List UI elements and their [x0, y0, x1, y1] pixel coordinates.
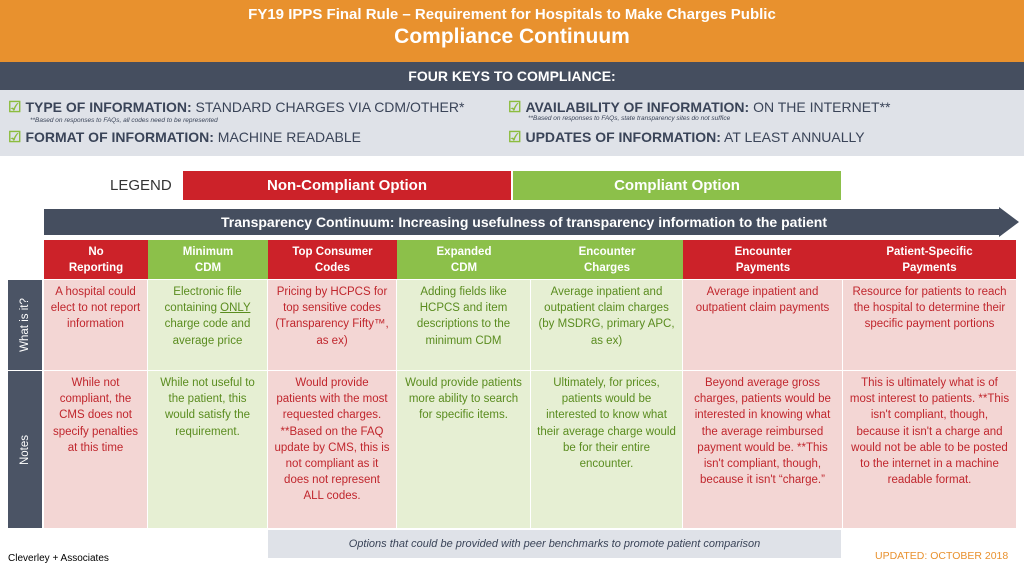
notes-cell-no-reporting: While not compliant, the CMS does not specify penalties at this time — [44, 371, 147, 528]
column-header-top-consumer-codes: Top Consumer Codes — [268, 240, 397, 279]
row-label-what: What is it? — [8, 280, 42, 370]
notes-cell-encounter-payments: Beyond average gross charges, patients would be interested in knowing what the average reimbursed payment would be. **This isn't compliant, though, because it isn't “charge.” — [683, 371, 842, 528]
keys-panel — [0, 90, 1024, 156]
column-header-encounter-charges: Encounter Charges — [531, 240, 683, 279]
legend-non-compliant: Non-Compliant Option — [183, 171, 511, 200]
legend-compliant: Compliant Option — [513, 171, 841, 200]
benchmark-note: Options that could be provided with peer benchmarks to promote patient comparison — [268, 530, 841, 558]
row-label-notes: Notes — [8, 371, 42, 528]
checkbox-icon: ☑ — [508, 99, 522, 116]
legend-label: LEGEND — [110, 177, 172, 194]
keys-heading: FOUR KEYS TO COMPLIANCE: — [0, 62, 1024, 90]
what-cell-minimum-cdm: Electronic file containing ONLY charge code and average price — [148, 280, 267, 370]
what-cell-top-consumer-codes: Pricing by HCPCS for top sensitive codes (Transparency Fifty™, as ex) — [268, 280, 396, 370]
what-cell-encounter-payments: Average inpatient and outpatient claim payments — [683, 280, 842, 370]
column-header-minimum-cdm: Minimum CDM — [148, 240, 268, 279]
title-banner — [0, 0, 1024, 62]
company-name: Cleverley + Associates — [8, 553, 109, 564]
updated-date: UPDATED: OCTOBER 2018 — [875, 550, 1009, 562]
checkbox-icon: ☑ — [508, 129, 522, 146]
notes-cell-patient-specific-payments: This is ultimately what is of most interest to patients. **This isn't compliant, though, because it isn't a charge and would not be able to be posted to the internet in a machine readable format. — [843, 371, 1016, 528]
column-header-patient-specific-payments: Patient-Specific Payments — [843, 240, 1016, 279]
column-header-no-reporting: No Reporting — [44, 240, 148, 279]
checkbox-icon: ☑ — [8, 99, 22, 116]
notes-cell-top-consumer-codes: Would provide patients with the most requested charges. **Based on the FAQ update by CMS, this is not compliant as it does not represent ALL codes. — [268, 371, 396, 528]
checkbox-icon: ☑ — [8, 129, 22, 146]
what-cell-expanded-cdm: Adding fields like HCPCS and item descriptions to the minimum CDM — [397, 280, 530, 370]
key-availability: ☑ AVAILABILITY OF INFORMATION: ON THE INTERNET** — [508, 99, 891, 116]
notes-cell-encounter-charges: Ultimately, for prices, patients would be interested to know what their average charge would be for their entire encounter. — [531, 371, 682, 528]
column-header-encounter-payments: Encounter Payments — [683, 240, 843, 279]
key-type-note: **Based on responses to FAQs, all codes need to be represented — [30, 117, 218, 124]
notes-cell-minimum-cdm: While not useful to the patient, this would satisfy the requirement. — [148, 371, 267, 528]
key-type: ☑ TYPE OF INFORMATION: STANDARD CHARGES VIA CDM/OTHER* — [8, 99, 465, 116]
notes-cell-expanded-cdm: Would provide patients more ability to search for specific items. — [397, 371, 530, 528]
page-subtitle: Compliance Continuum — [394, 25, 630, 48]
key-availability-note: **Based on responses to FAQs, state transparency sites do not suffice — [528, 115, 731, 122]
key-format: ☑ FORMAT OF INFORMATION: MACHINE READABLE — [8, 129, 361, 146]
what-cell-no-reporting: A hospital could elect to not report information — [44, 280, 147, 370]
key-updates: ☑ UPDATES OF INFORMATION: AT LEAST ANNUALLY — [508, 129, 865, 146]
page-title: FY19 IPPS Final Rule – Requirement for Hospitals to Make Charges Public — [248, 6, 776, 23]
what-cell-patient-specific-payments: Resource for patients to reach the hospital to determine their specific payment portions — [843, 280, 1016, 370]
column-header-expanded-cdm: Expanded CDM — [397, 240, 531, 279]
what-cell-encounter-charges: Average inpatient and outpatient claim charges (by MSDRG, primary APC, as ex) — [531, 280, 682, 370]
continuum-label: Transparency Continuum: Increasing usefulness of transparency information to the patient — [221, 214, 827, 230]
